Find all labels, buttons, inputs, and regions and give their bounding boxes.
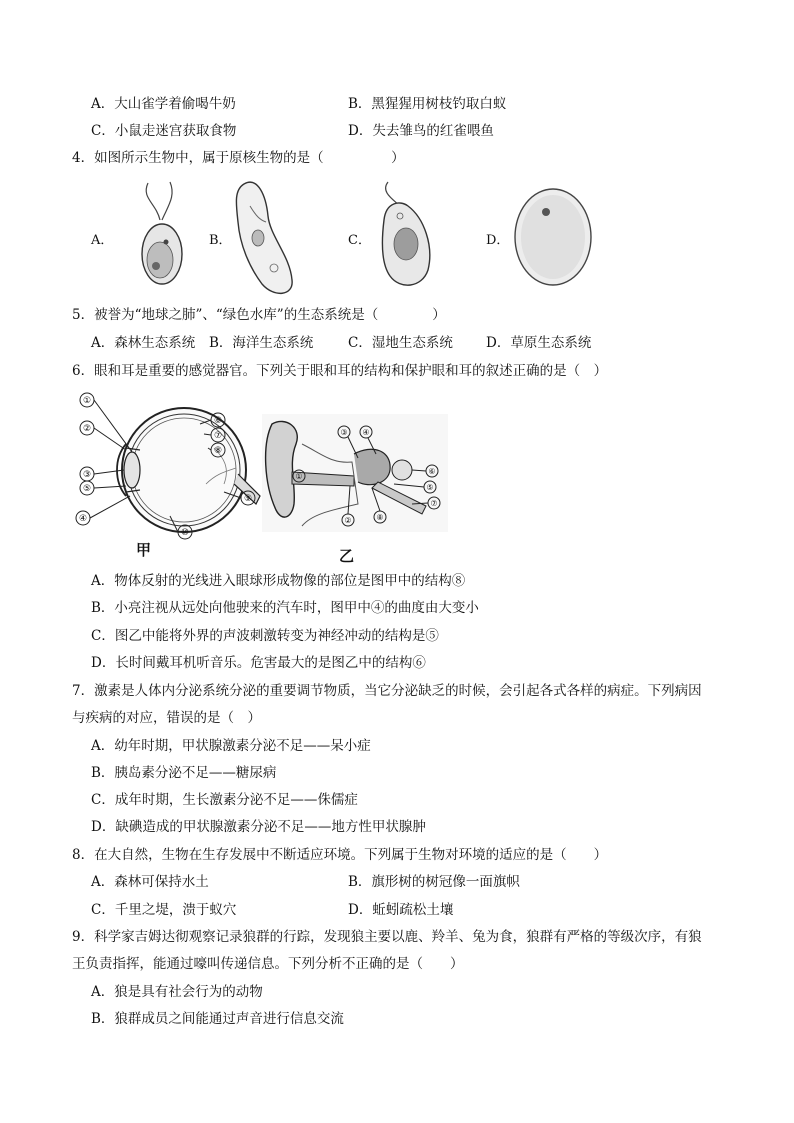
- ear-mark-5: ⑤: [426, 483, 434, 492]
- q4-label-d: D．: [486, 233, 510, 248]
- ear-mark-4: ④: [362, 428, 370, 437]
- q8-stem: 8．在大自然，生物在生存发展中不断适应环境。下列属于生物对环境的适应的是（ ）: [72, 847, 608, 863]
- eye-mark-3: ③: [82, 470, 92, 480]
- ear-mark-8: ⑧: [376, 513, 384, 522]
- q8-option-d: D．蚯蚓疏松土壤: [348, 902, 454, 918]
- ear-mark-2: ②: [344, 516, 352, 525]
- eye-mark-5: ⑤: [82, 484, 92, 494]
- paramecium-image: [230, 176, 302, 298]
- q6-stem: 6．眼和耳是重要的感觉器官。下列关于眼和耳的结构和保护眼和耳的叙述正确的是（ ）: [72, 363, 608, 379]
- ear-mark-3: ③: [340, 428, 348, 437]
- q7-stem-line-1: 7．激素是人体内分泌系统分泌的重要调节物质，当它分泌缺乏的时候，会引起各式各样的病症。下列病因: [72, 683, 702, 699]
- q5-stem: 5．被誉为“地球之肺”、“绿色水库”的生态系统是（ ）: [72, 307, 446, 323]
- q8-option-a: A．森林可保持水土: [91, 874, 209, 890]
- ear-diagram-caption: 乙: [339, 547, 355, 565]
- eye-mark-10: ⑩: [180, 528, 190, 538]
- eye-mark-4: ④: [78, 514, 88, 524]
- eye-mark-7: ⑦: [213, 431, 223, 441]
- q7-stem-line-2: 与疾病的对应，错误的是（ ）: [72, 710, 261, 726]
- q3-option-d: D．失去雏鸟的红雀喂鱼: [348, 123, 494, 139]
- q7-option-d: D．缺碘造成的甲状腺激素分泌不足——地方性甲状腺肿: [91, 819, 426, 835]
- euglena-image: [126, 178, 196, 288]
- q9-option-b: B．狼群成员之间能通过声音进行信息交流: [91, 1011, 344, 1027]
- q9-stem-line-1: 9．科学家吉姆达彻观察记录狼群的行踪，发现狼主要以鹿、羚羊、兔为食，狼群有严格的等级次序，有狼: [72, 929, 702, 945]
- q4-stem: 4．如图所示生物中，属于原核生物的是（ ）: [72, 150, 405, 166]
- q3-option-b: B．黑猩猩用树枝钓取白蚁: [348, 96, 507, 112]
- q5-option-c: C．湿地生态系统: [348, 335, 453, 351]
- ear-mark-7: ⑦: [430, 499, 438, 508]
- q4-label-c: C．: [348, 233, 371, 248]
- q4-label-b: B．: [209, 233, 232, 248]
- ear-mark-1: ①: [295, 472, 303, 481]
- q4-label-a: A．: [91, 233, 114, 248]
- eye-mark-1: ①: [82, 396, 92, 406]
- ear-mark-6: ⑥: [428, 467, 436, 476]
- q6-option-d: D．长时间戴耳机听音乐。危害最大的是图乙中的结构⑥: [91, 655, 426, 671]
- q7-option-a: A．幼年时期，甲状腺激素分泌不足——呆小症: [91, 738, 371, 754]
- q5-option-b: B．海洋生态系统: [209, 335, 314, 351]
- q6-option-a: A．物体反射的光线进入眼球形成物像的部位是图甲中的结构⑧: [91, 573, 466, 589]
- eye-diagram: [74, 388, 264, 548]
- q8-option-c: C．千里之堤，溃于蚁穴: [91, 902, 237, 918]
- q7-option-b: B．胰岛素分泌不足——糖尿病: [91, 765, 277, 781]
- eye-mark-2: ②: [82, 424, 92, 434]
- bacterium-image: [370, 176, 440, 296]
- q9-stem-line-2: 王负责指挥，能通过嚎叫传递信息。下列分析不正确的是（ ）: [72, 956, 464, 972]
- q3-option-c: C．小鼠走迷宫获取食物: [91, 123, 237, 139]
- q9-option-a: A．狼是具有社会行为的动物: [91, 984, 263, 1000]
- eye-mark-8: ⑧: [213, 446, 223, 456]
- eye-diagram-caption: 甲: [136, 541, 152, 559]
- eye-mark-9: ⑨: [243, 494, 253, 504]
- q7-option-c: C．成年时期，生长激素分泌不足——侏儒症: [91, 792, 358, 808]
- q6-option-b: B．小亮注视从远处向他驶来的汽车时，图甲中④的曲度由大变小: [91, 600, 479, 616]
- q8-option-b: B．旗形树的树冠像一面旗帜: [348, 874, 520, 890]
- q5-option-d: D．草原生态系统: [486, 335, 592, 351]
- ear-diagram: [262, 414, 448, 532]
- q5-option-a: A．森林生态系统: [91, 335, 196, 351]
- eye-mark-6: ⑥: [213, 416, 223, 426]
- yeast-cell-image: [510, 184, 596, 290]
- q3-option-a: A．大山雀学着偷喝牛奶: [91, 96, 236, 112]
- q6-option-c: C．图乙中能将外界的声波刺激转变为神经冲动的结构是⑤: [91, 628, 439, 644]
